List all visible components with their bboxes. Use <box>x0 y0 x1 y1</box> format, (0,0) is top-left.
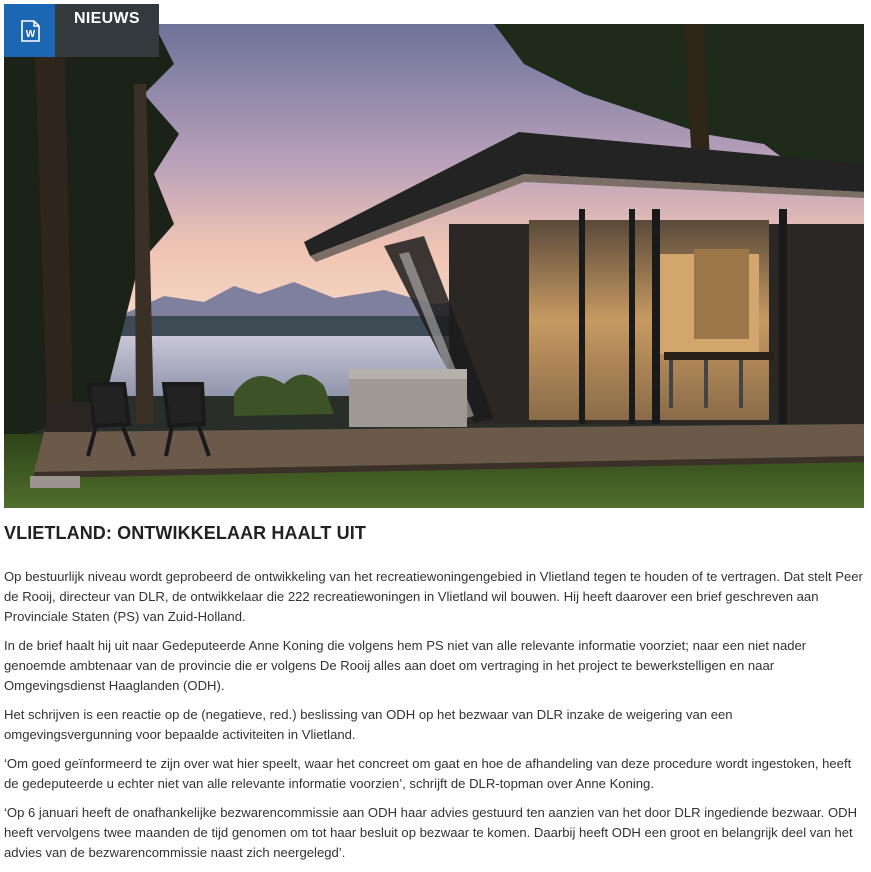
article-paragraph: ‘Om goed geïnformeerd te zijn over wat hier speelt, waar het concreet om gaat en hoe de afhandeling van deze procedure wordt ingestoken, heeft de gedeputeerde u echter niet van alle relevante informatie voorzien’, schrijft de DLR-topman over Anne Koning. <box>4 756 852 791</box>
hero-photo-icon <box>4 24 864 508</box>
article-paragraph: Op bestuurlijk niveau wordt geprobeerd de ontwikkeling van het recreatiewoningengebied in Vlietland tegen te houden of te vertragen. Dat stelt Peer de Rooij, directeur van DLR, de ontwikkelaar die 222 recreatiewoningen in Vlietland wil bouwen. Hij heeft daarover een brief geschreven aan Provinciale Staten (PS) van Zuid-Holland. <box>4 569 863 624</box>
site-logo <box>4 4 55 57</box>
hero-image <box>4 24 864 508</box>
logo-letter: W <box>25 28 35 40</box>
article-paragraph: ‘Op 6 januari heeft de onafhankelijke bezwarencommissie aan ODH haar advies gestuurd ten aanzien van het door DLR ingediende bezwaar. ODH heeft vervolgens twee maanden de tijd genomen om tot haar besluit op bezwaar te komen. Daarbij heeft ODH een groot en belangrijk deel van het advies van de bezwarencommissie naast zich neergelegd’. <box>4 805 858 860</box>
article-body <box>4 567 864 872</box>
article-paragraph: In de brief haalt hij uit naar Gedeputeerde Anne Koning die volgens hem PS niet van alle relevante informatie voorziet; naar een niet nader genoemde ambtenaar van de provincie die er volgens De Rooij alles aan doet om vertraging in het project te bewerkstelligen en naar Omgevingsdienst Haaglanden (ODH). <box>4 638 807 693</box>
category-label-text: NIEUWS <box>74 10 140 27</box>
article-title: VLIETLAND: ONTWIKKELAAR HAALT UIT <box>4 523 366 543</box>
category-label[interactable] <box>55 4 159 57</box>
category-tag[interactable] <box>4 4 159 57</box>
document-w-icon <box>19 20 41 42</box>
article-paragraph: Het schrijven is een reactie op de (negatieve, red.) beslissing van ODH op het bezwaar van DLR inzake de weigering van een omgevingsvergunning voor bepaalde activiteiten in Vlietland. <box>4 707 733 742</box>
